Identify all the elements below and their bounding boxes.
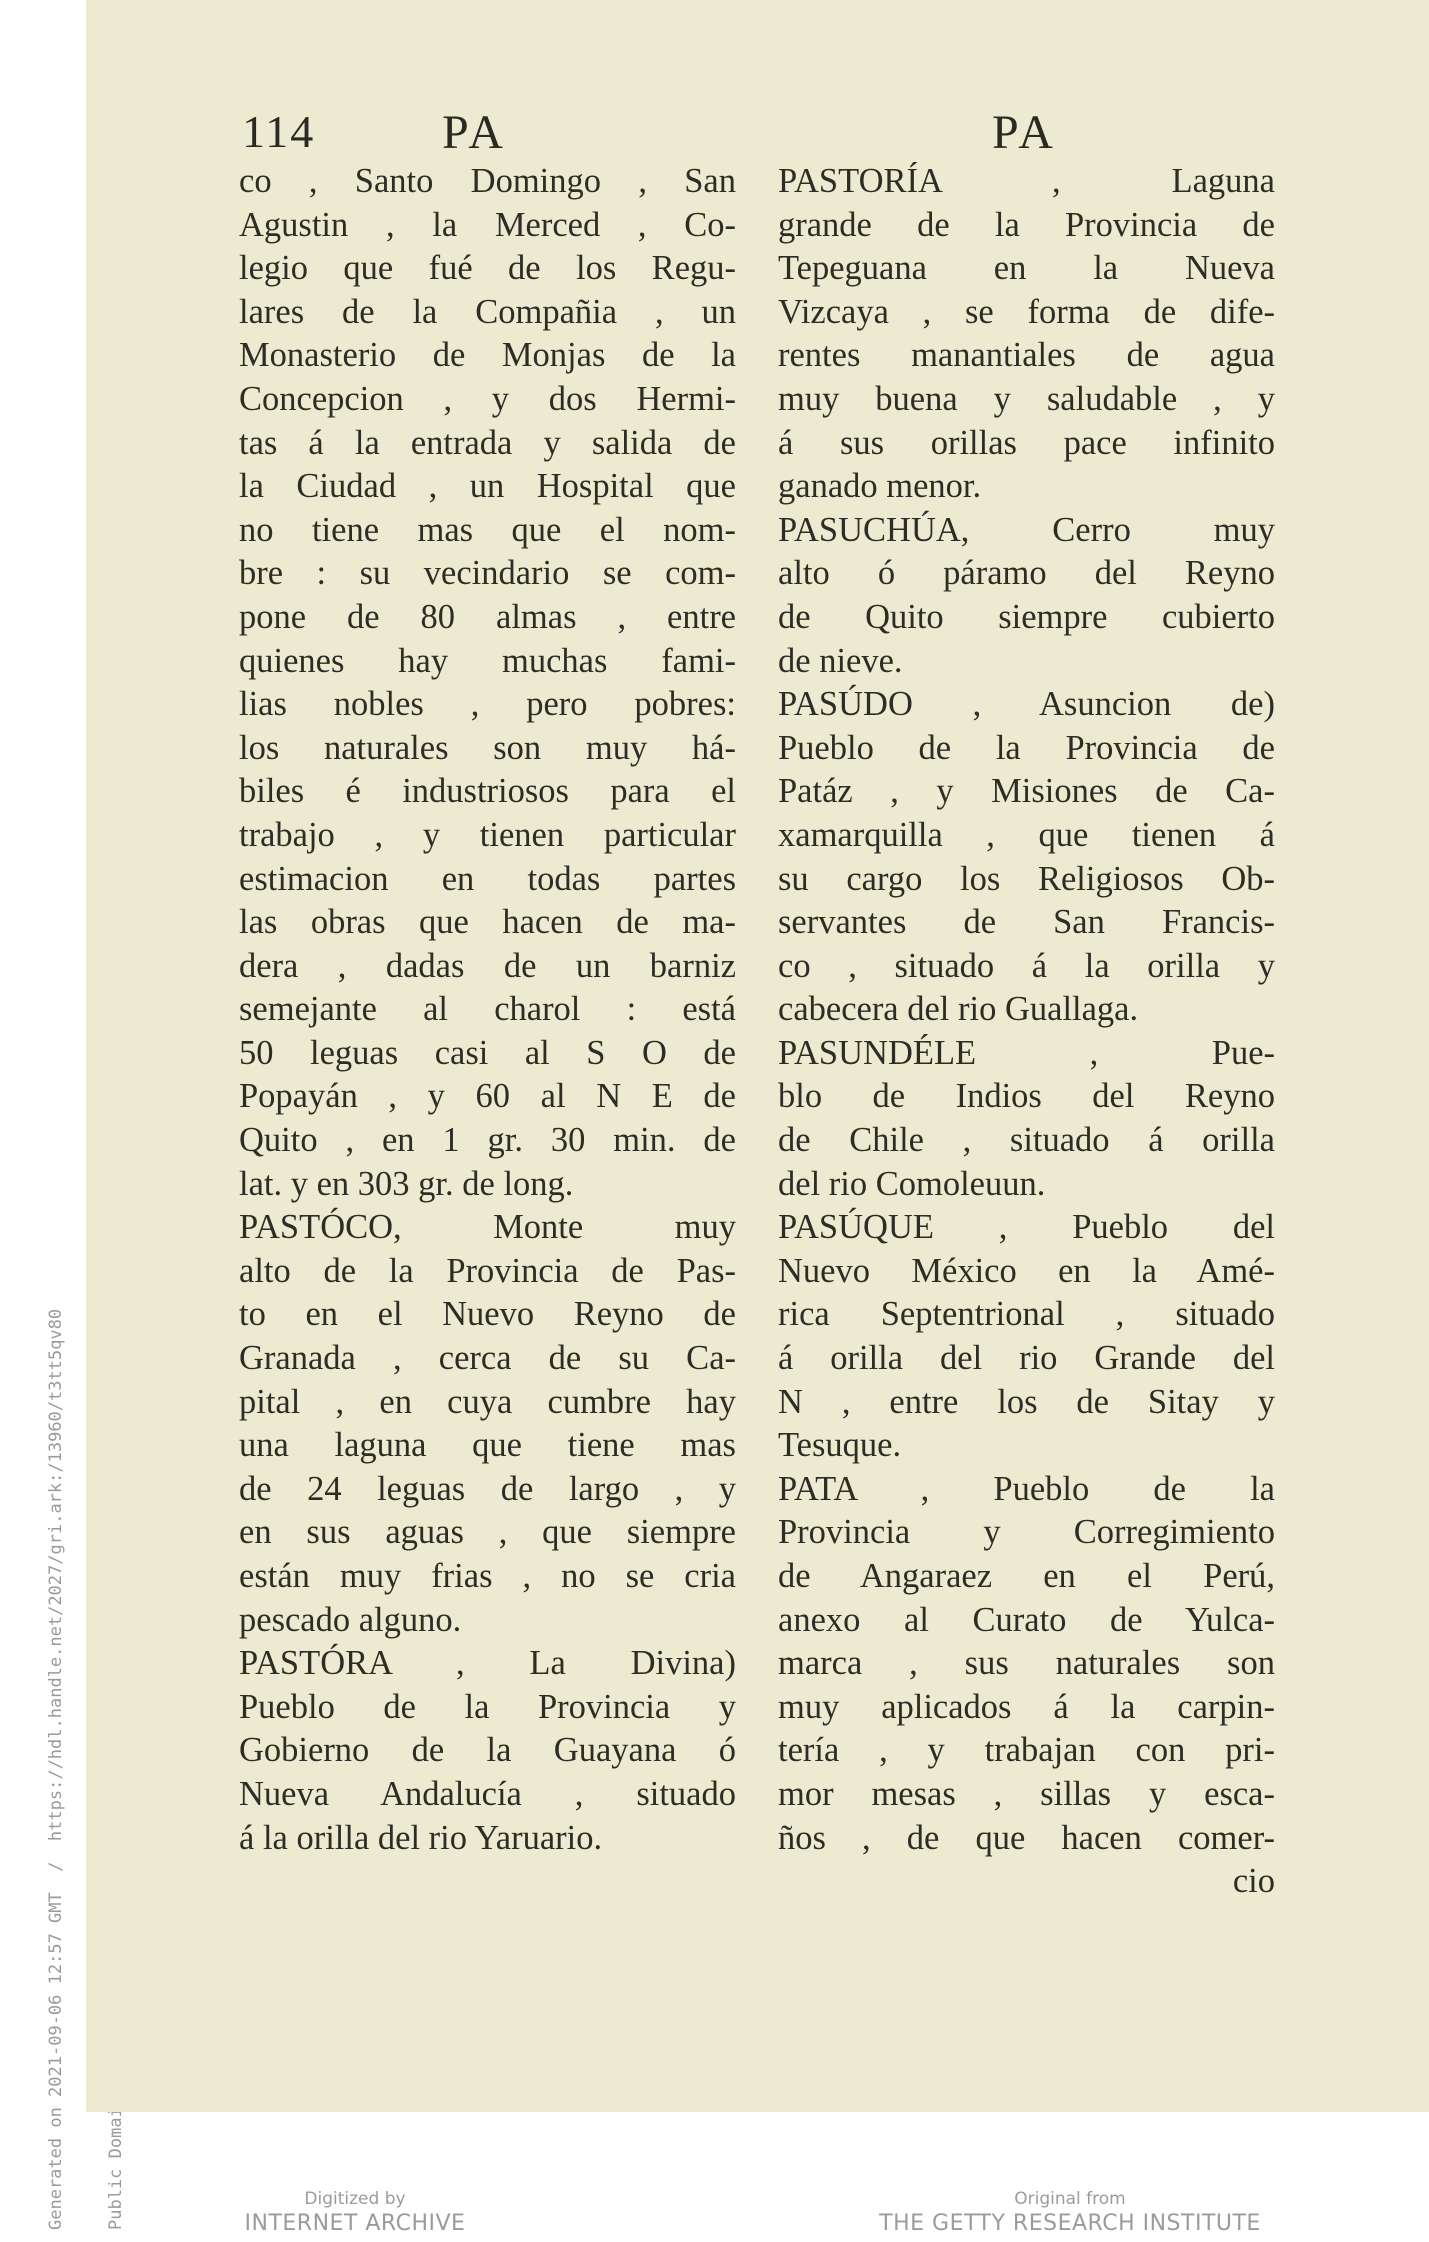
text-line: lat. y en 303 gr. de long. (239, 1164, 574, 1203)
text-line: blo de Indios del Reyno (778, 1077, 1275, 1116)
text-line: alto ó páramo del Reyno (778, 554, 1275, 593)
text-line: las obras que hacen de ma- (239, 903, 736, 942)
text-line: N , entre los de Sitay y (778, 1382, 1275, 1421)
internet-archive-label: INTERNET ARCHIVE (244, 2211, 466, 2236)
text-line: Nuevo México en la Amé- (778, 1251, 1275, 1290)
text-line: Pueblo de la Provincia y (239, 1687, 736, 1726)
hathitrust-side-stamp (6, 1100, 66, 2230)
text-line: los naturales son muy há- (239, 728, 736, 767)
page-header (86, 105, 1429, 165)
text-line: alto de la Provincia de Pas- (239, 1251, 736, 1290)
text-line: semejante al charol : está (239, 990, 736, 1029)
text-line: á la orilla del rio Yaruario. (239, 1818, 603, 1857)
text-line: de Quito siempre cubierto (778, 597, 1275, 636)
text-line: de Angaraez en el Perú, (778, 1557, 1275, 1595)
text-line: PASUCHÚA, Cerro muy (778, 510, 1275, 549)
digitized-by-label: Digitized by (304, 2189, 406, 2209)
text-line: biles é industriosos para el (239, 772, 736, 811)
text-line: una laguna que tiene mas (239, 1426, 736, 1465)
text-line: grande de la Provincia de (778, 205, 1275, 244)
text-line: marca , sus naturales son (778, 1644, 1275, 1683)
text-line: Tepeguana en la Nueva (778, 249, 1275, 288)
text-line: Patáz , y Misiones de Ca- (778, 772, 1275, 811)
text-line: rica Septentrional , situado (778, 1295, 1275, 1334)
text-line: la Ciudad , un Hospital que (239, 467, 736, 506)
text-line: trabajo , y tienen particular (239, 815, 736, 854)
original-from-credit (860, 2188, 1280, 2238)
text-line: Granada , cerca de su Ca- (239, 1339, 736, 1378)
text-line: cio (1232, 1862, 1275, 1901)
text-line: PASÚDO , Asuncion de) (778, 685, 1275, 724)
text-line: PATA , Pueblo de la (778, 1469, 1275, 1508)
text-line: pital , en cuya cumbre hay (239, 1382, 736, 1421)
digitization-footer (0, 2188, 1429, 2242)
text-line: legio que fué de los Regu- (239, 249, 736, 288)
text-line: pescado alguno. (239, 1600, 462, 1639)
text-line: xamarquilla , que tienen á (778, 815, 1275, 854)
text-line: de nieve. (778, 641, 903, 680)
text-line: ganado menor. (778, 467, 982, 506)
text-line: no tiene mas que el nom- (239, 510, 736, 549)
text-line: 50 leguas casi al S O de (239, 1033, 736, 1072)
text-line: Agustin , la Merced , Co- (239, 205, 736, 244)
text-line: de 24 leguas de largo , y (239, 1469, 736, 1508)
text-line: pone de 80 almas , entre (239, 597, 736, 636)
text-line: tas á la entrada y salida de (239, 423, 736, 462)
text-line: servantes de San Francis- (778, 903, 1275, 942)
text-line: muy aplicados á la carpin- (778, 1687, 1275, 1726)
original-from-label: Original from (1014, 2189, 1126, 2209)
text-line: Provincia y Corregimiento (778, 1513, 1275, 1552)
text-line: Concepcion , y dos Hermi- (239, 379, 736, 418)
text-line: PASUNDÉLE , Pue- (778, 1033, 1275, 1072)
scanned-page (86, 0, 1429, 2112)
text-line: á orilla del rio Grande del (778, 1339, 1275, 1378)
text-line: Nueva Andalucía , situado (239, 1774, 736, 1813)
text-line: to en el Nuevo Reyno de (239, 1295, 736, 1334)
text-line: PASÚQUE , Pueblo del (778, 1208, 1275, 1247)
text-line: PASTÓCO, Monte muy (239, 1208, 736, 1247)
text-line: co , Santo Domingo , San (239, 162, 736, 200)
text-line: muy buena y saludable , y (778, 379, 1275, 418)
text-line: PASTÓRA , La Divina) (239, 1644, 736, 1683)
text-line: Quito , en 1 gr. 30 min. de (239, 1121, 736, 1160)
text-line: rentes manantiales de agua (778, 336, 1275, 375)
text-line: quienes hay muchas fami- (239, 641, 736, 680)
text-line: estimacion en todas partes (239, 859, 736, 898)
running-head-right: PA (992, 106, 1057, 159)
text-line: Tesuque. (778, 1426, 902, 1465)
text-line: á sus orillas pace infinito (778, 423, 1275, 462)
getty-institute-label: THE GETTY RESEARCH INSTITUTE (879, 2211, 1261, 2236)
running-head-left: PA (442, 106, 507, 159)
text-line: en sus aguas , que siempre (239, 1513, 736, 1552)
text-line: dera , dadas de un barniz (239, 946, 736, 985)
text-line: anexo al Curato de Yulca- (778, 1600, 1275, 1639)
text-line: su cargo los Religiosos Ob- (778, 859, 1275, 898)
text-line: lares de la Compañia , un (239, 292, 736, 331)
right-text-column (778, 160, 1275, 1904)
text-line: bre : su vecindario se com- (239, 554, 736, 593)
text-line: tería , y trabajan con pri- (778, 1731, 1275, 1770)
text-line: del rio Comoleuun. (778, 1164, 1046, 1203)
text-line: lias nobles , pero pobres: (239, 685, 736, 724)
stamp-generated-line: Generated on 2021-09-06 12:57 GMT / https://hdl.handle.net/2027/gri.ark:/13960/t3tt5qv80 (46, 1308, 66, 2230)
text-line: cabecera del rio Guallaga. (778, 990, 1139, 1029)
text-line: Monasterio de Monjas de la (239, 336, 736, 375)
text-line: de Chile , situado á orilla (778, 1121, 1275, 1160)
text-line: Popayán , y 60 al N E de (239, 1077, 736, 1116)
text-line: Gobierno de la Guayana ó (239, 1731, 736, 1770)
left-text-column (239, 160, 736, 1860)
text-line: ños , de que hacen comer- (778, 1818, 1275, 1857)
digitized-by-credit (230, 2188, 480, 2238)
text-line: están muy frias , no se cria (239, 1557, 736, 1595)
text-line: Vizcaya , se forma de dife- (778, 292, 1275, 331)
page-number: 114 (242, 106, 316, 157)
text-line: Pueblo de la Provincia de (778, 728, 1275, 767)
text-line: PASTORÍA , Laguna (778, 162, 1275, 200)
text-line: co , situado á la orilla y (778, 946, 1275, 985)
text-line: mor mesas , sillas y esca- (778, 1774, 1275, 1813)
